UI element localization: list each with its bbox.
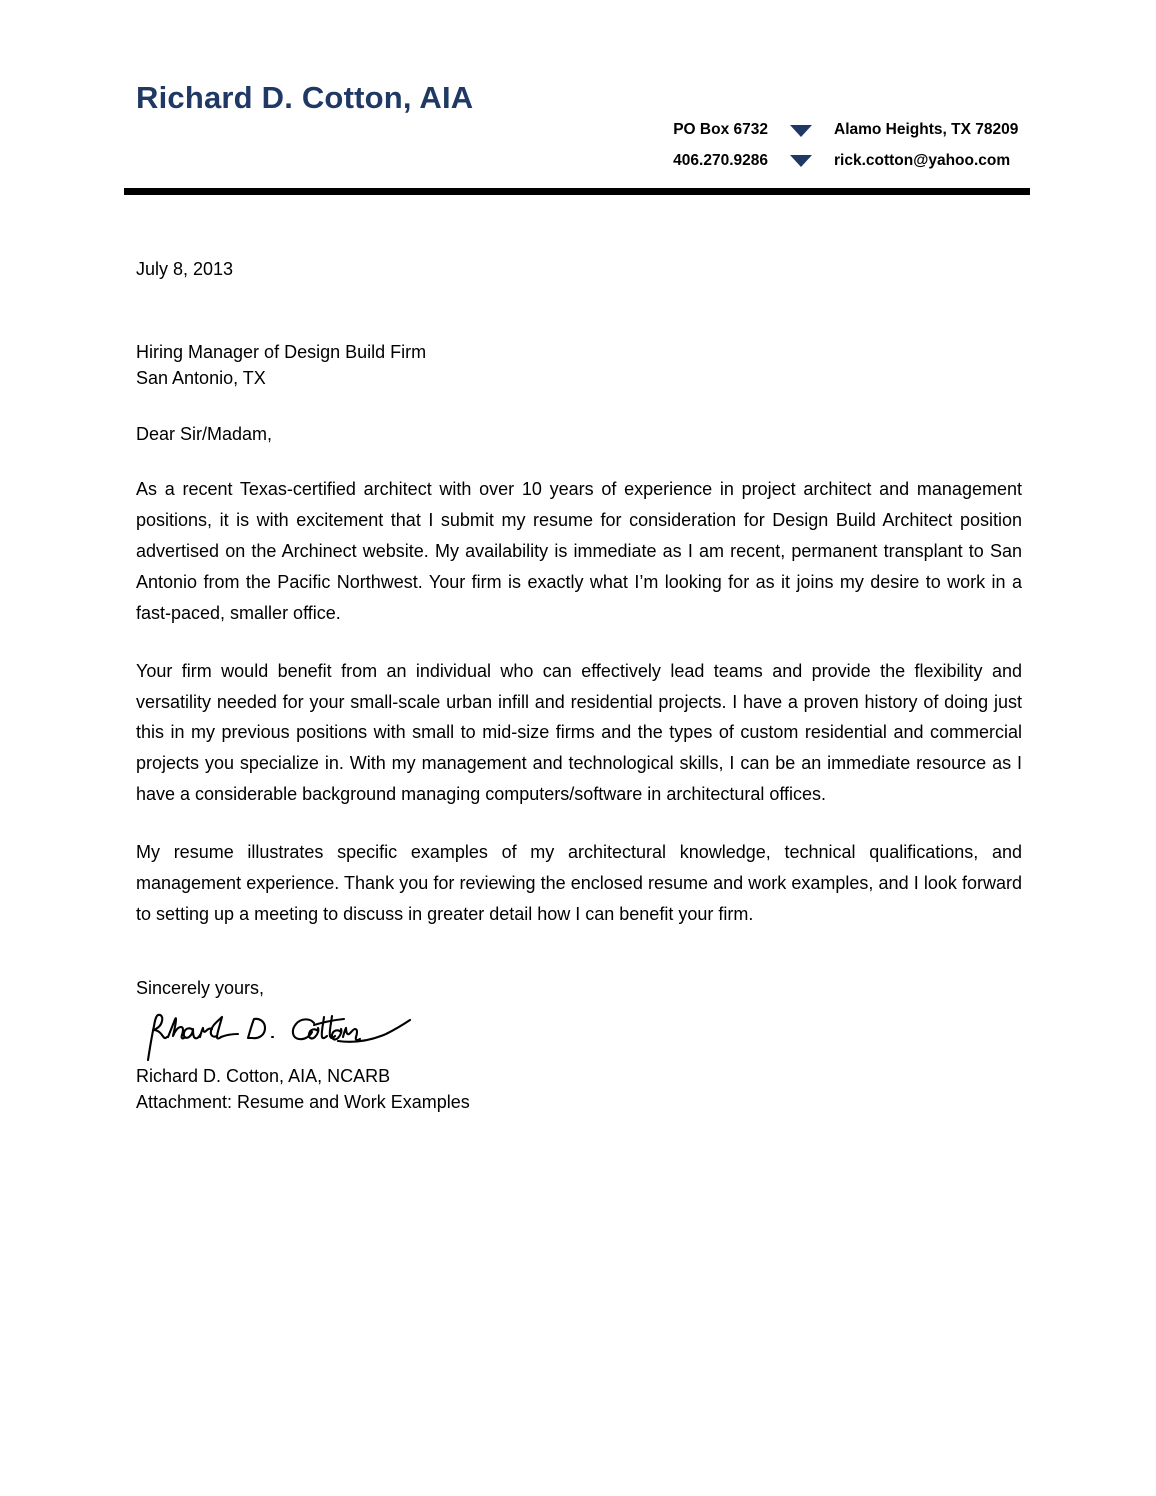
letter-body: [136, 258, 1022, 1115]
salutation: Dear Sir/Madam,: [136, 423, 273, 444]
po-box-text: PO Box 6732: [673, 121, 768, 138]
contact-line-address: [658, 122, 1030, 138]
contact-block: [658, 122, 1030, 168]
contact-line-phone-email: [658, 153, 1030, 169]
down-triangle-icon: [790, 125, 812, 137]
date-line: July 8, 2013: [136, 259, 234, 279]
header-divider: [124, 188, 1030, 195]
closing-line: Sincerely yours,: [136, 978, 265, 999]
body-paragraph: Your firm would benefit from an individual who can effectively lead teams and provide the flexibility and versatility needed for your small-scale urban infill and residential projects. I have a proven history of doing just this in my previous positions with small to mid-size firms and the types of custom residential and commercial projects you specialize in. With my management and technological skills, I can be an immediate resource as I have a considerable background managing computers/software in architectural offices.: [136, 660, 1022, 805]
signoff-block: [136, 1063, 1022, 1115]
body-paragraph: My resume illustrates specific examples of my architectural knowledge, technical qualifications, and management experience. Thank you for reviewing the enclosed resume and work examples, and I look forward to setting up a meeting to discuss in greater detail how I can benefit your firm.: [136, 842, 1022, 925]
down-triangle-icon: [790, 155, 812, 167]
page-title: Richard D. Cotton, AIA: [136, 80, 474, 115]
signer-name: Richard D. Cotton, AIA, NCARB: [136, 1066, 391, 1087]
city-state-zip-text: Alamo Heights, TX 78209: [834, 121, 1019, 138]
email-text: rick.cotton@yahoo.com: [834, 151, 1011, 169]
attachment-line: Attachment: Resume and Work Examples: [136, 1092, 470, 1113]
signature-image: [138, 1003, 438, 1061]
recipient-line-2: San Antonio, TX: [136, 367, 266, 388]
phone-text: 406.270.9286: [673, 151, 768, 169]
recipient-block: [136, 339, 1022, 391]
body-paragraph: As a recent Texas-certified architect with over 10 years of experience in project architect and management positions, it is with excitement that I submit my resume for consideration for Design Build Architect position advertised on the Archinect website. My availability is immediate as I am recent, permanent transplant to San Antonio from the Pacific Northwest. Your firm is exactly what I’m looking for as it joins my desire to work in a fast-paced, smaller office.: [136, 478, 1022, 623]
recipient-line-1: Hiring Manager of Design Build Firm: [136, 341, 427, 362]
